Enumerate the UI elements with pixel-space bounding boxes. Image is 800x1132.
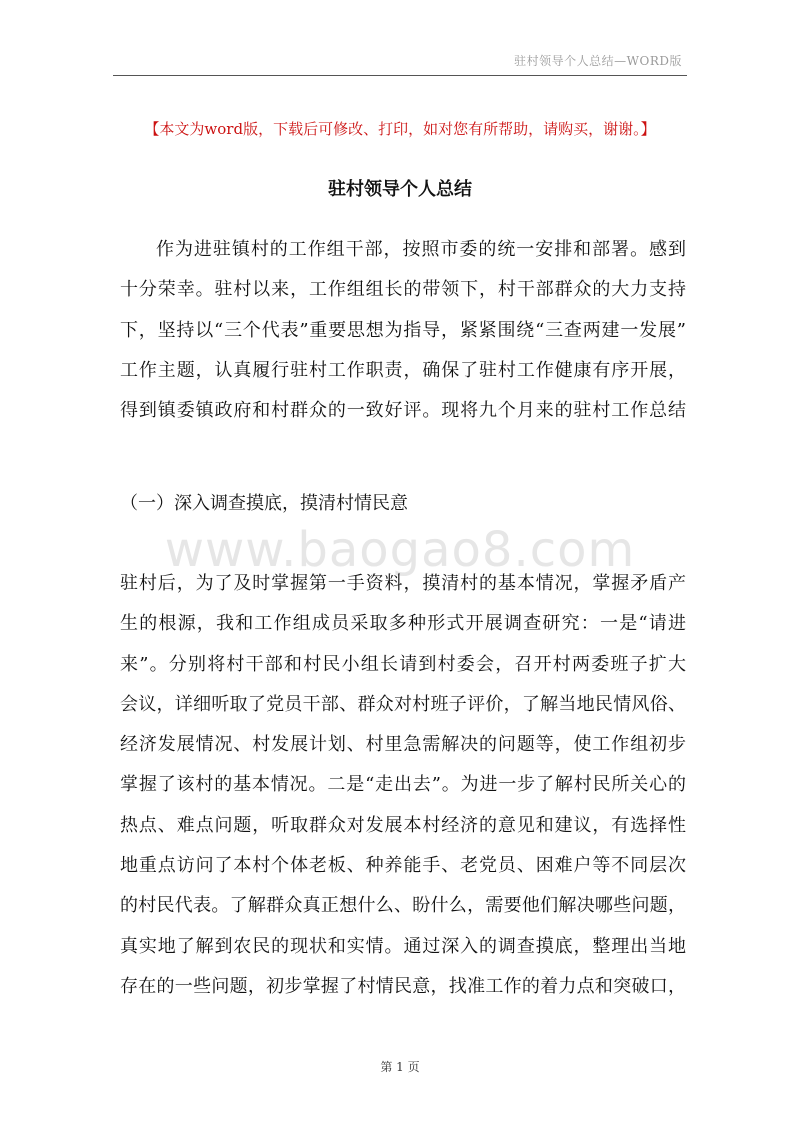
section-paragraph <box>120 564 686 1007</box>
paragraph-line: 驻村后，为了及时掌握第一手资料，摸清村的基本情况，掌握矛盾产 <box>120 573 686 594</box>
paragraph-line: 来”。分别将村干部和村民小组长请到村委会，召开村两委班子扩大 <box>120 653 686 675</box>
watermark: www.baogao8.com <box>164 522 636 578</box>
paragraph-line: 工作主题，认真履行驻村工作职责，确保了驻村工作健康有序开展， <box>120 359 686 381</box>
purchase-notice: 【本文为word版，下载后可修改、打印，如对您有所帮助，请购买，谢谢。】 <box>144 120 656 138</box>
running-title: 驻村领导个人总结—WORD版 <box>514 54 682 68</box>
page-number: 第 1 页 <box>380 1060 420 1074</box>
paragraph-line: 存在的一些问题，初步掌握了村情民意，找准工作的着力点和突破口， <box>120 975 686 997</box>
paragraph-line: 热点、难点问题，听取群众对发展本村经济的意见和建议，有选择性 <box>120 814 686 836</box>
paragraph-line: 生的根源，我和工作组成员采取多种形式开展调查研究：一是“请进 <box>120 613 686 635</box>
document-title: 驻村领导个人总结 <box>328 179 472 200</box>
paragraph-line: 下，坚持以“三个代表”重要思想为指导，紧紧围绕“三查两建一发展” <box>120 319 686 341</box>
paragraph-line: 掌握了该村的基本情况。二是“走出去”。为进一步了解村民所关心的 <box>120 774 686 796</box>
paragraph-line: 真实地了解到农民的现状和实情。通过深入的调查摸底，整理出当地 <box>120 935 686 957</box>
header-divider <box>113 75 687 76</box>
paragraph-line: 地重点访问了本村个体老板、种养能手、老党员、困难户等不同层次 <box>120 855 686 877</box>
paragraph-line: 得到镇委镇政府和村群众的一致好评。现将九个月来的驻村工作总结 <box>120 400 686 422</box>
paragraph-line: 经济发展情况、村发展计划、村里急需解决的问题等，使工作组初步 <box>120 734 686 756</box>
paragraph-line: 十分荣幸。驻村以来，工作组组长的带领下，村干部群众的大力支持 <box>120 279 686 301</box>
paragraph-line: 会议，详细听取了党员干部、群众对村班子评价，了解当地民情风俗、 <box>120 693 686 715</box>
intro-paragraph <box>120 230 686 431</box>
paragraph-line: 的村民代表。了解群众真正想什么、盼什么，需要他们解决哪些问题， <box>120 895 686 917</box>
section-heading: （一）深入调查摸底，摸清村情民意 <box>120 493 408 514</box>
paragraph-line: 作为进驻镇村的工作组干部，按照市委的统一安排和部署。感到 <box>156 239 686 260</box>
